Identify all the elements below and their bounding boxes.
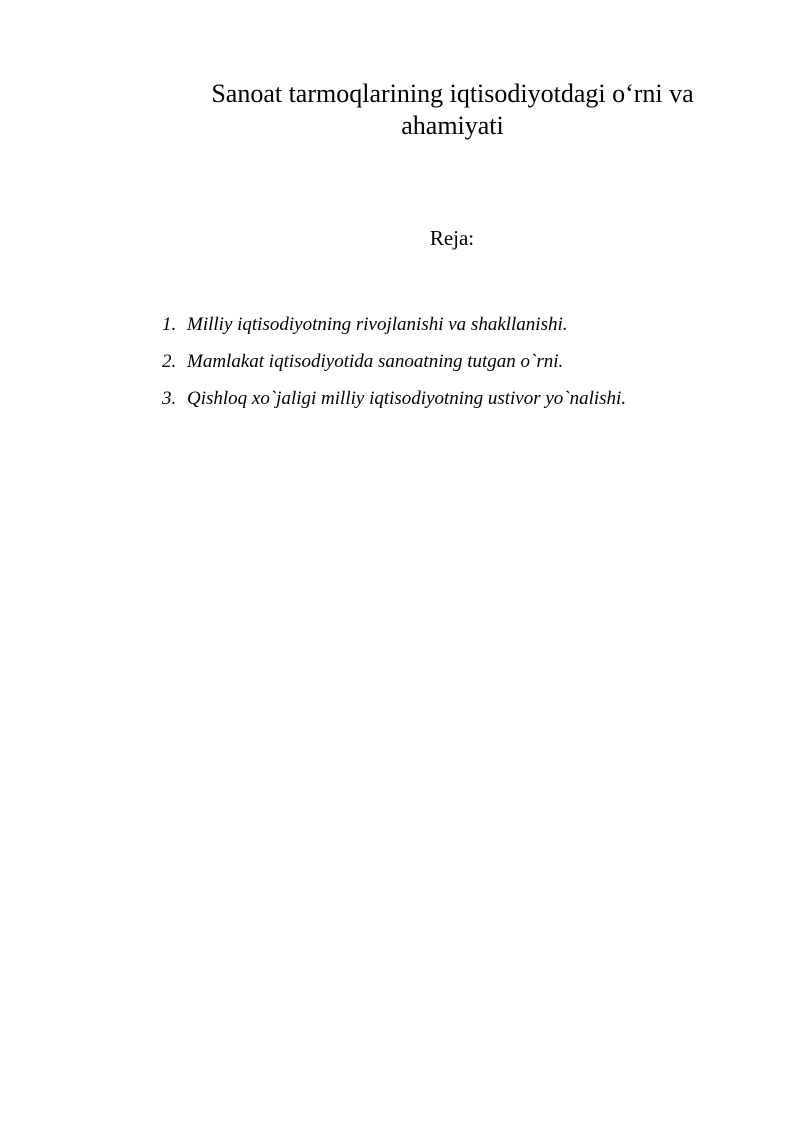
plan-item-number: 1. bbox=[162, 314, 177, 335]
document-title: Sanoat tarmoqlarining iqtisodiyotdagi o‘rni va ahamiyati bbox=[211, 79, 694, 140]
plan-item-text: Mamlakat iqtisodiyotida sanoatning tutgan o`rni. bbox=[187, 351, 564, 372]
plan-item-text: Milliy iqtisodiyotning rivojlanishi va shakllanishi. bbox=[187, 314, 568, 335]
plan-item-2 bbox=[162, 349, 762, 386]
plan-heading: Reja: bbox=[429, 226, 475, 250]
plan-list bbox=[162, 312, 762, 423]
plan-item-number: 2. bbox=[162, 351, 177, 372]
plan-item-text: Qishloq xo`jaligi milliy iqtisodiyotning ustivor yo`nalishi. bbox=[187, 388, 627, 409]
plan-item-3 bbox=[162, 386, 762, 423]
plan-item-1 bbox=[162, 312, 762, 349]
plan-item-number: 3. bbox=[162, 388, 177, 409]
